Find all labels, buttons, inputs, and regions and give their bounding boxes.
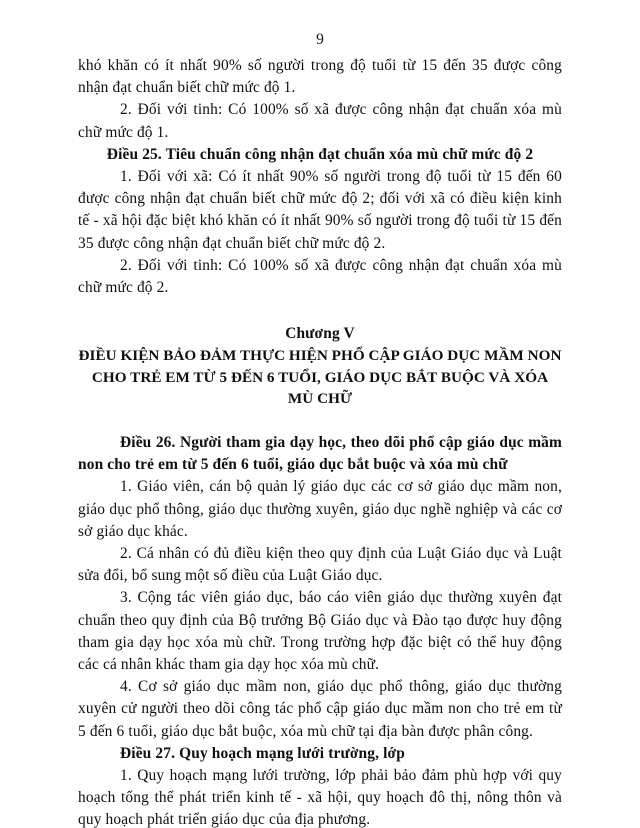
paragraph-article-26-item-2: 2. Cá nhân có đủ điều kiện theo quy định của Luật Giáo dục và Luật sửa đổi, bổ sung một số điều của Luật Giáo dục. xyxy=(78,544,562,585)
paragraph-article-24-item-2: 2. Đối với tinh: Có 100% số xã được công nhận đạt chuẩn xóa mù chữ mức độ 1. xyxy=(78,101,562,141)
heading-dieu-26: Điều 26. Người tham gia dạy học, theo dõi phổ cập giáo dục mầm non cho trẻ em từ 5 đến 6 tuổi, giáo dục bắt buộc và xóa mù chữ xyxy=(78,433,562,474)
heading-dieu-27: Điều 27. Quy hoạch mạng lưới trường, lớp xyxy=(120,744,405,762)
page-number: 9 xyxy=(316,31,324,48)
paragraph-article-26-item-3: 3. Cộng tác viên giáo dục, báo cáo viên giáo dục thường xuyên đạt chuẩn theo quy định của Bộ trưởng Bộ Giáo dục và Đào tạo được huy động tham gia dạy học xóa mù chữ. Trong trường hợp đặc biệt có thể huy động các cá nhân khác tham gia dạy học xóa mù chữ. xyxy=(78,589,562,673)
page-content xyxy=(78,55,562,828)
heading-dieu-25: Điều 25. Tiêu chuẩn công nhận đạt chuẩn xóa mù chữ mức độ 2 xyxy=(106,145,534,163)
paragraph-article-26-item-1: 1. Giáo viên, cán bộ quản lý giáo dục các cơ sở giáo dục mầm non, giáo dục phổ thông, giáo dục thường xuyên, giáo dục nghề nghiệp và các cơ sở giáo dục khác. xyxy=(78,478,562,540)
paragraph-continued: khó khăn có ít nhất 90% số người trong độ tuổi từ 15 đến 35 được công nhận đạt chuẩn biết chữ mức độ 1. xyxy=(78,57,562,97)
chapter-title-line-2: CHO TRẺ EM TỪ 5 ĐẾN 6 TUỔI, GIÁO DỤC BẮT BUỘC VÀ XÓA MÙ CHỮ xyxy=(91,368,549,408)
chapter-title-line-1: ĐIỀU KIỆN BẢO ĐẢM THỰC HIỆN PHỔ CẬP GIÁO DỤC MẦM NON xyxy=(78,347,562,365)
paragraph-article-25-item-2: 2. Đối với tinh: Có 100% số xã được công nhận đạt chuẩn xóa mù chữ mức độ 2. xyxy=(78,256,562,297)
paragraph-article-25-item-1: 1. Đối với xã: Có ít nhất 90% số người trong độ tuổi từ 15 đến 60 được công nhận đạt chuẩn biết chữ mức độ 2; đối với xã có điều kiện kinh tế - xã hội đặc biệt khó khăn có ít nhất 90% số người trong độ tuổi từ 15 đến 35 được công nhận đạt chuẩn biết chữ mức độ 2. xyxy=(78,168,562,252)
chapter-label: Chương V xyxy=(285,325,355,343)
chapter-heading-block xyxy=(78,323,562,410)
paragraph-article-27-item-1: 1. Quy hoạch mạng lưới trường, lớp phải bảo đảm phù hợp với quy hoạch tổng thể phát triển kinh tế - xã hội, quy hoạch đô thị, nông thôn và quy hoạch phát triển giáo dục của địa phương. xyxy=(78,766,562,828)
paragraph-article-26-item-4: 4. Cơ sở giáo dục mầm non, giáo dục phổ thông, giáo dục thường xuyên cử người theo dõi công tác phổ cập giáo dục mầm non cho trẻ em từ 5 đến 6 tuổi, giáo dục bắt buộc, xóa mù chữ tại địa bàn được phân công. xyxy=(78,678,562,740)
